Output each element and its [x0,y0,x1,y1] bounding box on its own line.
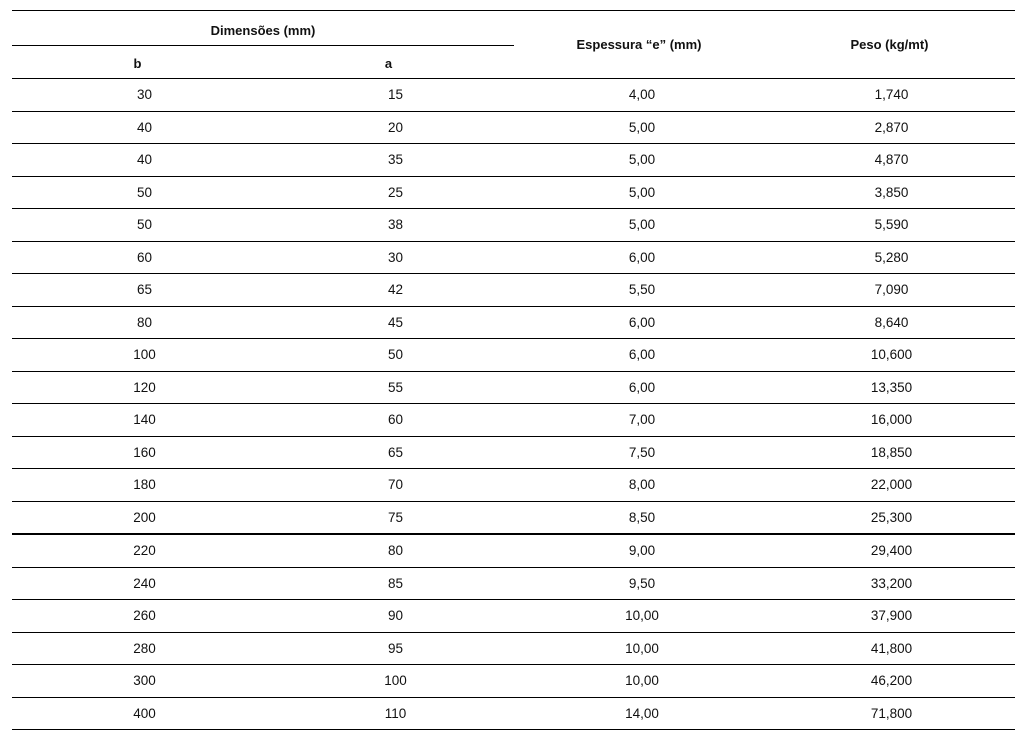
cell-thickness: 14,00 [514,697,764,730]
cell-a: 15 [263,79,514,112]
cell-weight: 8,640 [764,306,1015,339]
cell-thickness: 5,00 [514,111,764,144]
cell-a: 95 [263,632,514,665]
table-row [12,371,1015,404]
cell-thickness: 8,50 [514,501,764,534]
cell-weight: 41,800 [764,632,1015,665]
cell-a: 50 [263,339,514,372]
cell-b: 50 [12,209,263,242]
table-row [12,241,1015,274]
cell-weight: 10,600 [764,339,1015,372]
cell-b: 60 [12,241,263,274]
cell-b: 65 [12,274,263,307]
cell-weight: 37,900 [764,600,1015,633]
cell-weight: 18,850 [764,436,1015,469]
cell-thickness: 9,00 [514,534,764,567]
cell-thickness: 10,00 [514,600,764,633]
cell-a: 90 [263,600,514,633]
cell-thickness: 9,50 [514,567,764,600]
cell-thickness: 6,00 [514,241,764,274]
cell-weight: 29,400 [764,534,1015,567]
cell-thickness: 10,00 [514,632,764,665]
cell-a: 25 [263,176,514,209]
cell-weight: 2,870 [764,111,1015,144]
cell-weight: 13,350 [764,371,1015,404]
cell-b: 50 [12,176,263,209]
header-weight: Peso (kg/mt) [764,11,1015,79]
cell-a: 110 [263,697,514,730]
header-a: a [263,46,514,79]
cell-thickness: 6,00 [514,371,764,404]
header-b: b [12,46,263,79]
cell-thickness: 5,00 [514,176,764,209]
cell-thickness: 5,50 [514,274,764,307]
table-row [12,697,1015,730]
cell-thickness: 5,00 [514,209,764,242]
cell-weight: 1,740 [764,79,1015,112]
cell-weight: 3,850 [764,176,1015,209]
cell-a: 30 [263,241,514,274]
cell-a: 75 [263,501,514,534]
cell-a: 85 [263,567,514,600]
cell-a: 80 [263,534,514,567]
cell-weight: 71,800 [764,697,1015,730]
table-row [12,274,1015,307]
cell-thickness: 7,50 [514,436,764,469]
dimensions-table [12,10,1015,730]
cell-a: 55 [263,371,514,404]
cell-b: 280 [12,632,263,665]
cell-weight: 46,200 [764,665,1015,698]
cell-b: 140 [12,404,263,437]
cell-weight: 33,200 [764,567,1015,600]
cell-b: 260 [12,600,263,633]
cell-a: 45 [263,306,514,339]
table-row [12,534,1015,567]
cell-weight: 4,870 [764,144,1015,177]
header-thickness: Espessura “e” (mm) [514,11,764,79]
cell-b: 30 [12,79,263,112]
cell-b: 240 [12,567,263,600]
cell-b: 220 [12,534,263,567]
cell-thickness: 8,00 [514,469,764,502]
cell-weight: 7,090 [764,274,1015,307]
cell-b: 40 [12,111,263,144]
cell-b: 300 [12,665,263,698]
cell-thickness: 5,00 [514,144,764,177]
cell-b: 200 [12,501,263,534]
cell-b: 40 [12,144,263,177]
table-row [12,79,1015,112]
cell-weight: 16,000 [764,404,1015,437]
table-row [12,665,1015,698]
cell-a: 65 [263,436,514,469]
cell-a: 20 [263,111,514,144]
table-row [12,339,1015,372]
table-row [12,600,1015,633]
table-row [12,306,1015,339]
table-row [12,469,1015,502]
table-row [12,567,1015,600]
cell-weight: 5,280 [764,241,1015,274]
cell-a: 35 [263,144,514,177]
cell-thickness: 4,00 [514,79,764,112]
cell-a: 42 [263,274,514,307]
table-row [12,111,1015,144]
table-row [12,176,1015,209]
cell-thickness: 7,00 [514,404,764,437]
header-dimensions: Dimensões (mm) [12,11,514,46]
table-row [12,501,1015,534]
cell-thickness: 10,00 [514,665,764,698]
cell-thickness: 6,00 [514,306,764,339]
cell-b: 120 [12,371,263,404]
cell-weight: 25,300 [764,501,1015,534]
table-row [12,404,1015,437]
table-header [12,11,1015,79]
cell-b: 180 [12,469,263,502]
table-body [12,79,1015,730]
cell-b: 160 [12,436,263,469]
table-row [12,144,1015,177]
cell-a: 70 [263,469,514,502]
table-row [12,436,1015,469]
cell-a: 38 [263,209,514,242]
cell-b: 80 [12,306,263,339]
cell-weight: 5,590 [764,209,1015,242]
table-row [12,632,1015,665]
cell-a: 60 [263,404,514,437]
cell-b: 100 [12,339,263,372]
cell-thickness: 6,00 [514,339,764,372]
cell-a: 100 [263,665,514,698]
table-row [12,209,1015,242]
cell-b: 400 [12,697,263,730]
cell-weight: 22,000 [764,469,1015,502]
